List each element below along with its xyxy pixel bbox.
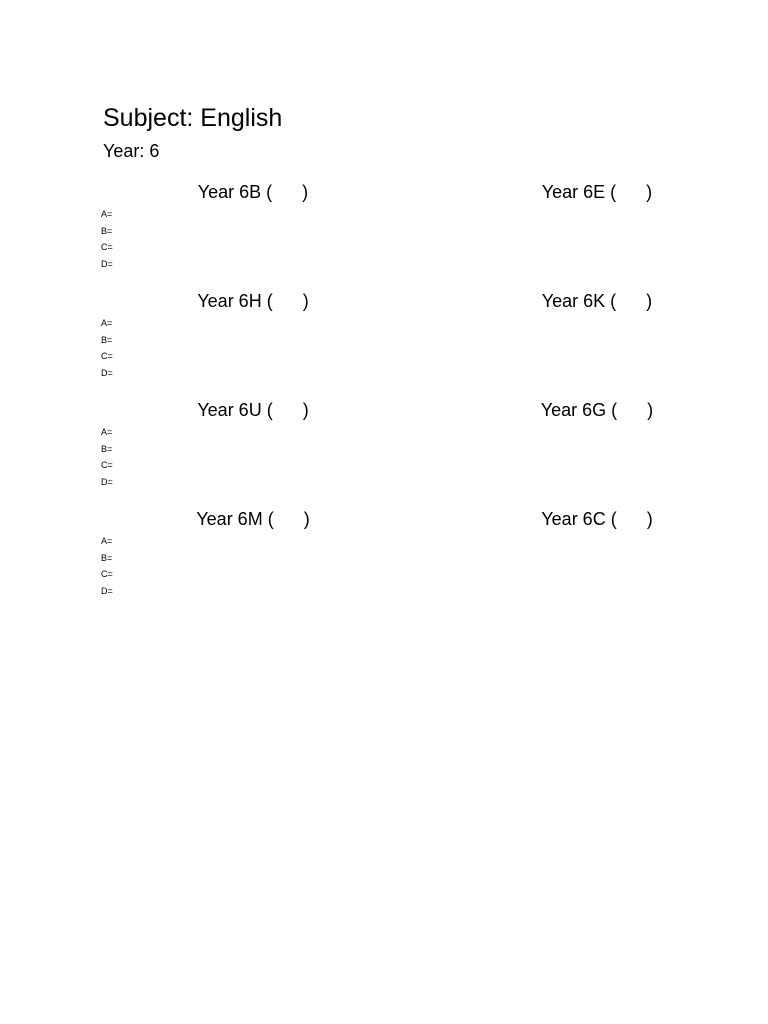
class-title-left: Year 6H ( ) <box>197 291 309 311</box>
grade-list <box>101 315 113 382</box>
class-title-left: Year 6B ( ) <box>197 182 309 202</box>
grade-a-label: A= <box>101 427 113 437</box>
class-title-left: Year 6M ( ) <box>196 509 310 529</box>
grade-list <box>101 533 113 600</box>
grade-a-label: A= <box>101 536 113 546</box>
class-section-3 <box>0 398 768 498</box>
class-title-right: Year 6K ( ) <box>541 291 653 311</box>
grade-d-label: D= <box>101 477 113 488</box>
class-section-4 <box>0 507 768 607</box>
class-title-right: Year 6C ( ) <box>541 509 653 529</box>
grade-list <box>101 206 113 273</box>
class-section-1 <box>0 180 768 280</box>
grade-a-label: A= <box>101 318 113 328</box>
class-title-right: Year 6E ( ) <box>541 182 653 202</box>
grade-c-label: C= <box>101 460 113 471</box>
class-section-2 <box>0 289 768 389</box>
grade-b-label: B= <box>101 334 113 345</box>
class-title-left: Year 6U ( ) <box>197 400 309 420</box>
grade-d-label: D= <box>101 368 113 379</box>
grade-list <box>101 424 113 491</box>
grade-c-label: C= <box>101 351 113 362</box>
grade-d-label: D= <box>101 586 113 597</box>
grade-c-label: C= <box>101 242 113 253</box>
grade-b-label: B= <box>101 225 113 236</box>
class-title-right: Year 6G ( ) <box>540 400 654 420</box>
year-label: Year: 6 <box>103 141 160 161</box>
grade-d-label: D= <box>101 259 113 270</box>
subject-heading: Subject: English <box>103 104 283 132</box>
grade-c-label: C= <box>101 569 113 580</box>
grade-b-label: B= <box>101 443 113 454</box>
grade-a-label: A= <box>101 209 113 219</box>
grade-b-label: B= <box>101 552 113 563</box>
